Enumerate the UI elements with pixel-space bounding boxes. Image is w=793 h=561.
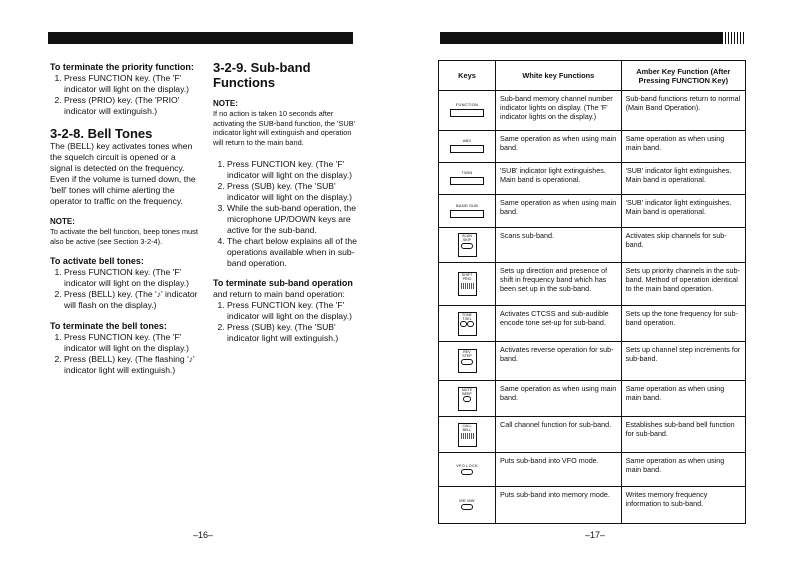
table-row xyxy=(439,487,746,524)
table-row xyxy=(439,131,746,163)
terminate-bell-steps xyxy=(50,332,198,376)
header-white: White key Functions xyxy=(496,61,622,91)
left-column-2 xyxy=(213,60,361,344)
square-key-icon: REV STEP xyxy=(458,349,477,373)
amber-cell: 'SUB' indicator light extinguishes. Main band is operational. xyxy=(621,163,745,195)
square-key-icon: TONE T.SEL xyxy=(458,312,477,336)
list-item: 1. Press FUNCTION key. (The 'F' indicator will light on the display.) xyxy=(64,267,198,289)
amber-cell: Sets up priority channels in the sub-band. Method of operation identical to the main band operation. xyxy=(621,263,745,306)
header-keys: Keys xyxy=(439,61,496,91)
bell-intro: The (BELL) key activates tones when the squelch circuit is opened or a signal is detected on the frequency. Even if the volume is turned down, the 'bell' tones will chime alerting the operator to traffic on the frequency. xyxy=(50,141,196,206)
list-item: 4. The chart below explains all of the operations available when in sub-band operation. xyxy=(227,236,361,269)
white-cell: Puts sub-band into memory mode. xyxy=(496,487,622,524)
terminate-subband-steps xyxy=(213,300,361,344)
wide-key-icon xyxy=(450,210,484,218)
priority-heading: To terminate the priority function: xyxy=(50,62,194,72)
left-page-number: –16– xyxy=(193,530,214,540)
white-cell: Call channel function for sub-band. xyxy=(496,417,622,453)
oval-key-icon xyxy=(461,359,473,365)
white-cell: Same operation as when using main band. xyxy=(496,195,622,228)
key-rev-step xyxy=(439,342,496,381)
key-shift-prio xyxy=(439,263,496,306)
bell-tones-title: 3-2-8. Bell Tones xyxy=(50,126,153,141)
table-row xyxy=(439,453,746,487)
amber-cell: Sub-band functions return to normal (Main Band Operation). xyxy=(621,91,745,131)
key-function: FUNCTION xyxy=(439,91,496,131)
wide-key-icon xyxy=(450,145,484,153)
right-header-hatch xyxy=(722,32,744,44)
white-cell: Scans sub-band. xyxy=(496,228,622,263)
amber-cell: Sets up the tone frequency for sub-band operation. xyxy=(621,306,745,342)
table-row xyxy=(439,306,746,342)
terminate-bell-heading: To terminate the bell tones: xyxy=(50,321,167,331)
key-vfo-lock: VFO LOCK xyxy=(439,453,496,487)
table-row xyxy=(439,342,746,381)
square-key-icon: CALL BELL xyxy=(458,423,477,447)
list-item: 2. Press (SUB) key. (The 'SUB' indicator will light on the display.) xyxy=(227,181,361,203)
key-function-table xyxy=(438,60,746,524)
subband-title: 3-2-9. Sub-band Functions xyxy=(213,60,311,90)
right-header-bar xyxy=(440,32,722,44)
white-cell: Sets up direction and presence of shift in frequency band which has been set up in the sub-band. xyxy=(496,263,622,306)
table-row xyxy=(439,195,746,228)
white-cell: Sub-band memory channel number indicator lights on display. (The 'F' indicator lights on the display.) xyxy=(496,91,622,131)
key-abx: ABX xyxy=(439,131,496,163)
key-call-bell xyxy=(439,417,496,453)
amber-cell: Same operation as when using main band. xyxy=(621,131,745,163)
white-cell: Puts sub-band into VFO mode. xyxy=(496,453,622,487)
table-row xyxy=(439,417,746,453)
white-cell: Same operation as when using main band. xyxy=(496,381,622,417)
activate-steps xyxy=(50,267,198,311)
list-item: 3. While the sub-band operation, the microphone UP/DOWN keys are active for the sub-band. xyxy=(227,203,361,236)
key-scan-skip xyxy=(439,228,496,263)
right-page-number: –17– xyxy=(585,530,606,540)
table-header-row xyxy=(439,61,746,91)
table-row xyxy=(439,91,746,131)
square-key-icon: SCAN SKIP xyxy=(458,233,477,257)
amber-cell: Same operation as when using main band. xyxy=(621,381,745,417)
table-row xyxy=(439,381,746,417)
key-mute-beep xyxy=(439,381,496,417)
white-cell: Activates CTCSS and sub-audible encode tone set-up for sub-band. xyxy=(496,306,622,342)
subband-note-label: NOTE: xyxy=(213,99,238,108)
white-cell: Same operation as when using main band. xyxy=(496,131,622,163)
list-item: 2. Press (BELL) key. (The '♪' indicator will flash on the display.) xyxy=(64,289,198,311)
amber-cell: Same operation as when using main band. xyxy=(621,453,745,487)
list-item: 1. Press FUNCTION key. (The 'F' indicator will light on the display.) xyxy=(64,332,198,354)
white-cell: 'SUB' indicator light extinguishes. Main band is operational. xyxy=(496,163,622,195)
white-cell: Activates reverse operation for sub-band. xyxy=(496,342,622,381)
list-item: 1. Press FUNCTION key. (The 'F' indicator will light on the display.) xyxy=(64,73,198,95)
square-key-icon: SHIFT PRIO xyxy=(458,272,477,296)
list-item: 1. Press FUNCTION key. (The 'F' indicator will light on the display.) xyxy=(227,159,361,181)
left-header-bar xyxy=(48,32,353,44)
header-amber: Amber Key Function (After Pressing FUNCTION Key) xyxy=(621,61,745,91)
key-tone-tsel xyxy=(439,306,496,342)
oval-key-icon xyxy=(463,396,471,402)
amber-cell: Sets up channel step increments for sub-band. xyxy=(621,342,745,381)
subband-note-text: If no action is taken 10 seconds after activating the SUB-band function, the 'SUB' indicator light will extinguish and operation will return to the main band. xyxy=(213,109,356,147)
key-twin: TWIN xyxy=(439,163,496,195)
terminate-subband-heading: To terminate sub-band operation xyxy=(213,278,353,288)
oval-key-icon xyxy=(461,469,473,475)
list-item: 2. Press (BELL) key. (The flashing '♪' indicator light will extinguish.) xyxy=(64,354,198,376)
key-band-sub: BAND SUB xyxy=(439,195,496,228)
list-item: 2. Press (SUB) key. (The 'SUB' indicator light will extinguish.) xyxy=(227,322,361,344)
oval-key-icon xyxy=(461,243,473,249)
note-label: NOTE: xyxy=(50,217,75,226)
wide-key-icon xyxy=(450,177,484,185)
list-item: 2. Press (PRIO) key. (The 'PRIO' indicator will extinguish.) xyxy=(64,95,198,117)
oval-key-icon xyxy=(461,504,473,510)
table-row xyxy=(439,263,746,306)
square-key-icon: MUTE BEEP xyxy=(458,387,477,411)
table-row xyxy=(439,163,746,195)
amber-cell: Writes memory frequency information to sub-band. xyxy=(621,487,745,524)
priority-steps xyxy=(50,73,198,117)
dotted-key-icon xyxy=(461,433,474,439)
note-text: To activate the bell function, beep tones must also be active (see Section 3-2-4). xyxy=(50,227,198,246)
dotted-key-icon xyxy=(461,283,474,289)
amber-cell: Activates skip channels for sub-band. xyxy=(621,228,745,263)
oval-key-icon xyxy=(460,321,467,327)
activate-bell-heading: To activate bell tones: xyxy=(50,256,144,266)
oval-key-icon xyxy=(467,321,474,327)
terminate-subband-intro: and return to main band operation: xyxy=(213,289,345,299)
amber-cell: 'SUB' indicator light extinguishes. Main band is operational. xyxy=(621,195,745,228)
key-mr-mw: MR MW xyxy=(439,487,496,524)
wide-key-icon xyxy=(450,109,484,117)
subband-steps xyxy=(213,159,361,269)
amber-cell: Establishes sub-band bell function for sub-band. xyxy=(621,417,745,453)
table-row xyxy=(439,228,746,263)
list-item: 1. Press FUNCTION key. (The 'F' indicator will light on the display.) xyxy=(227,300,361,322)
left-column-1 xyxy=(50,62,198,376)
